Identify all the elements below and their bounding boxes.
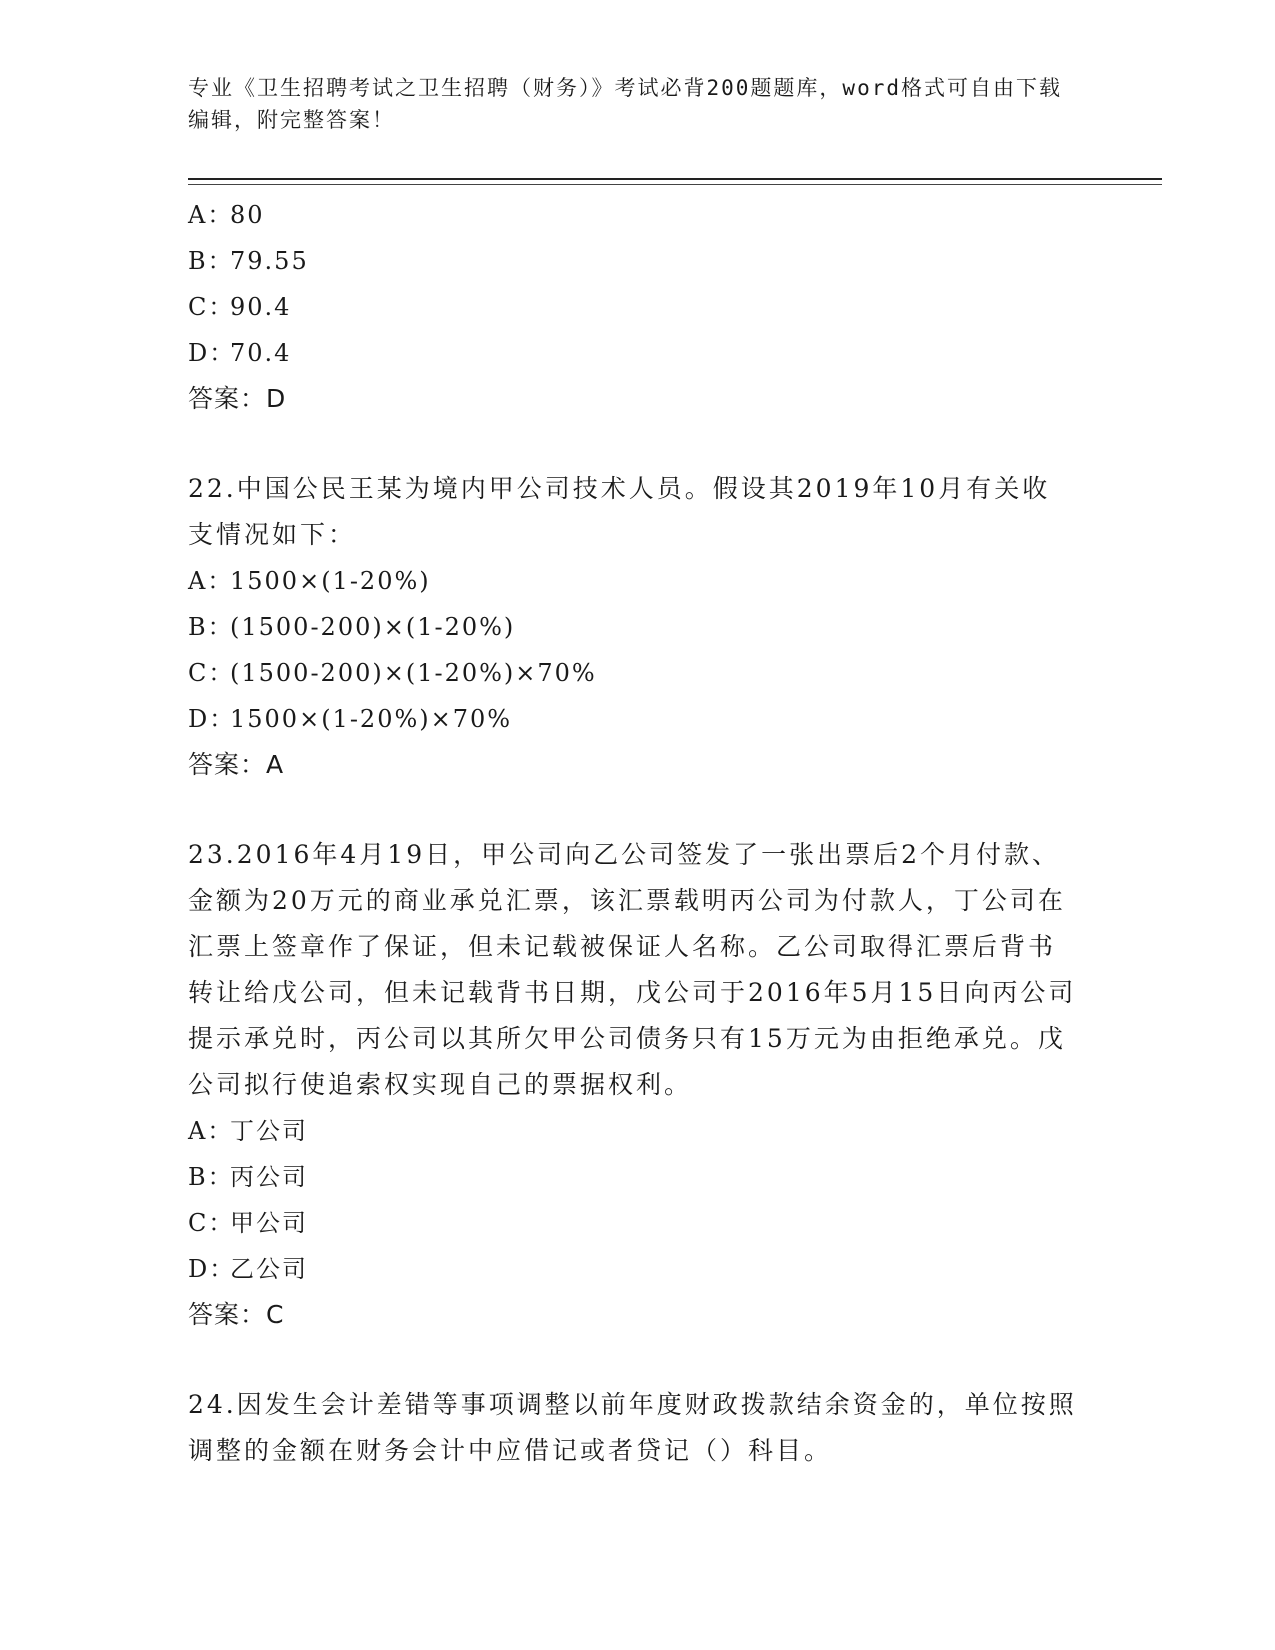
question-stem: 22.中国公民王某为境内甲公司技术人员。假设其2019年10月有关收支情况如下： bbox=[188, 474, 1051, 549]
option-text: 1500×(1-20%) bbox=[230, 567, 431, 595]
option-a bbox=[188, 1108, 1078, 1154]
option-a bbox=[188, 192, 1078, 238]
document-header: 专业《卫生招聘考试之卫生招聘（财务）》考试必背200题题库，word格式可自由下载编辑，附完整答案！ bbox=[188, 76, 1062, 132]
option-text: (1500-200)×(1-20%)×70% bbox=[230, 659, 597, 687]
option-key: C： bbox=[188, 1209, 235, 1237]
option-b bbox=[188, 604, 1078, 650]
option-text: 丙公司 bbox=[230, 1163, 308, 1191]
option-text: 丁公司 bbox=[230, 1117, 308, 1145]
option-c bbox=[188, 284, 1078, 330]
option-a bbox=[188, 558, 1078, 604]
header-divider-thick bbox=[188, 178, 1162, 180]
option-key: D： bbox=[188, 1255, 236, 1283]
question-stem: 23.2016年4月19日，甲公司向乙公司签发了一张出票后2个月付款、金额为20万元的商业承兑汇票，该汇票载明丙公司为付款人，丁公司在汇票上签章作了保证，但未记载被保证人名称。乙公司取得汇票后背书转让给戊公司，但未记载背书日期，戊公司于2016年5月15日向丙公司提示承兑时，丙公司以其所欠甲公司债务只有15万元为由拒绝承兑。戊公司拟行使追索权实现自己的票据权利。 bbox=[188, 840, 1077, 1099]
option-b bbox=[188, 1154, 1078, 1200]
option-d bbox=[188, 1246, 1078, 1292]
option-key: D： bbox=[188, 705, 236, 733]
option-text: 乙公司 bbox=[230, 1255, 308, 1283]
option-key: C： bbox=[188, 293, 235, 321]
option-key: D： bbox=[188, 339, 236, 367]
option-d bbox=[188, 330, 1078, 376]
option-text: 甲公司 bbox=[230, 1209, 308, 1237]
option-text: 90.4 bbox=[230, 293, 292, 321]
option-text: 1500×(1-20%)×70% bbox=[230, 705, 513, 733]
question-block-21 bbox=[188, 192, 1078, 422]
question-block-23 bbox=[188, 832, 1078, 1338]
answer-line: 答案：A bbox=[188, 750, 285, 779]
option-text: 79.55 bbox=[230, 247, 309, 275]
option-d bbox=[188, 696, 1078, 742]
option-key: A： bbox=[188, 567, 234, 595]
option-c bbox=[188, 650, 1078, 696]
question-stem: 24.因发生会计差错等事项调整以前年度财政拨款结余资金的，单位按照调整的金额在财务会计中应借记或者贷记（）科目。 bbox=[188, 1390, 1077, 1465]
option-key: B： bbox=[188, 613, 234, 641]
answer-line: 答案：D bbox=[188, 384, 287, 413]
option-b bbox=[188, 238, 1078, 284]
option-text: (1500-200)×(1-20%) bbox=[230, 613, 516, 641]
document-body bbox=[188, 192, 1078, 1474]
option-key: C： bbox=[188, 659, 235, 687]
option-key: A： bbox=[188, 1117, 234, 1145]
header-divider-thin bbox=[188, 184, 1162, 185]
question-block-22 bbox=[188, 466, 1078, 788]
option-c bbox=[188, 1200, 1078, 1246]
option-key: B： bbox=[188, 1163, 234, 1191]
option-key: A： bbox=[188, 201, 234, 229]
answer-line: 答案：C bbox=[188, 1300, 285, 1329]
option-text: 80 bbox=[230, 201, 265, 229]
option-key: B： bbox=[188, 247, 234, 275]
option-text: 70.4 bbox=[230, 339, 292, 367]
question-block-24 bbox=[188, 1382, 1078, 1474]
